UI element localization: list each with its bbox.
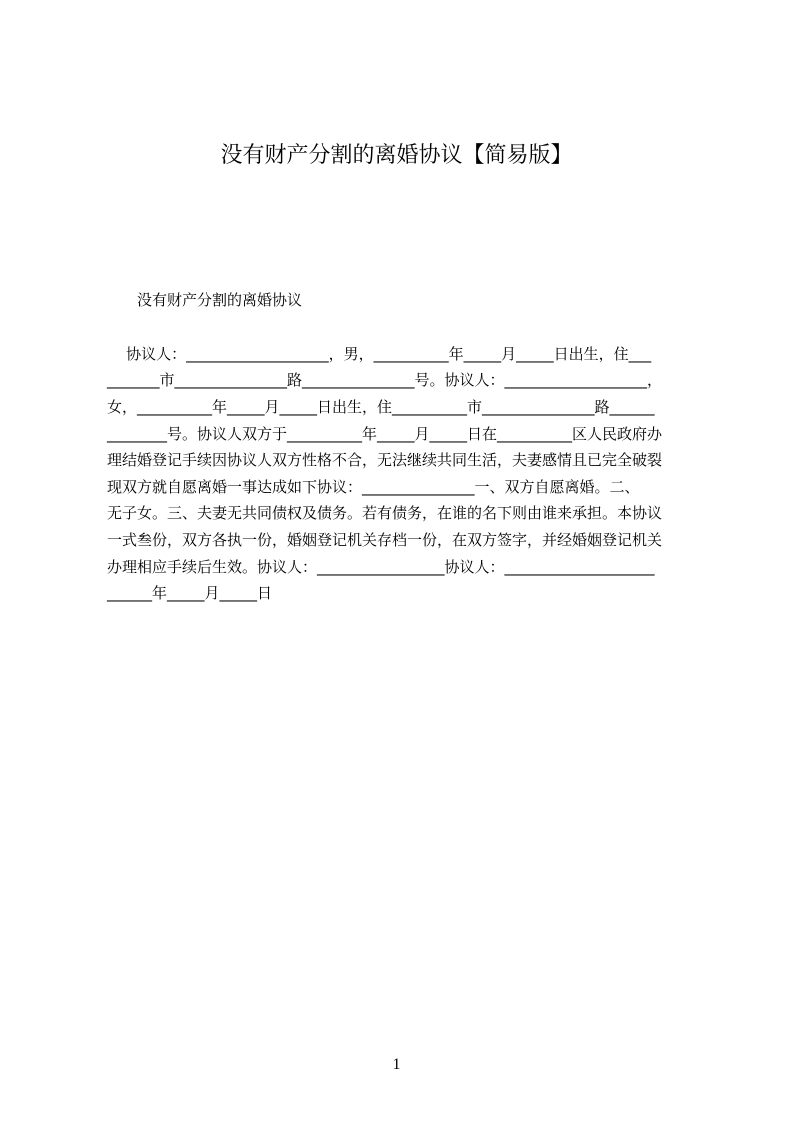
body-line-3: 女，__________年_____月_____日出生，住__________市_______________路______ (107, 398, 655, 416)
body-line-4: ________号。协议人双方于__________年_____月_____日在__________区人民政府办 (107, 425, 663, 443)
body-line-7: 无子女。三、夫妻无共同债权及债务。若有债务，在谁的名下则由谁来承担。本协议 (107, 504, 663, 522)
body-line-9: 办理相应手续后生效。协议人：_________________协议人：____________________ (107, 558, 655, 576)
document-title: 没有财产分割的离婚协议【简易版】 (220, 143, 573, 168)
body-line-5: 理结婚登记手续因协议人双方性格不合，无法继续共同生活，夫妻感情且已完全破裂 (107, 451, 663, 469)
body-line-8: 一式叁份，双方各执一份，婚姻登记机关存档一份，在双方签字，并经婚姻登记机关 (107, 531, 663, 549)
body-line-2: _______市_______________路_______________号。协议人：___________________， (107, 371, 663, 389)
document-subtitle: 没有财产分割的离婚协议 (137, 291, 303, 309)
page-number: 1 (392, 1056, 401, 1073)
body-line-1: 协议人：___________________，男，__________年_____月_____日出生，住___ (107, 345, 652, 363)
body-line-6: 现双方就自愿离婚一事达成如下协议：_______________一、双方自愿离婚。二、 (107, 478, 640, 496)
body-line-10: ______年_____月_____日 (107, 584, 273, 602)
